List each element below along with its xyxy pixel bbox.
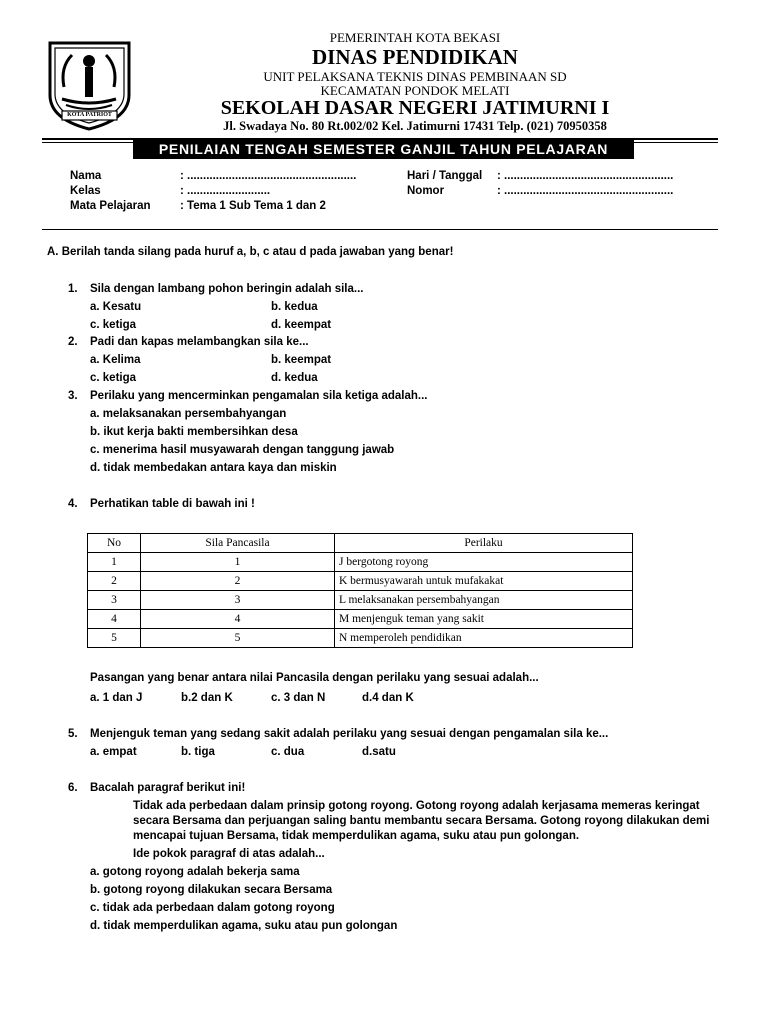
table-cell: 5 <box>141 629 335 648</box>
header-line-2: DINAS PENDIDIKAN <box>312 45 518 69</box>
nama-label: Nama <box>70 170 102 182</box>
q6-question: Ide pokok paragraf di atas adalah... <box>133 848 325 860</box>
info-divider <box>42 229 718 230</box>
hari-field[interactable]: : ..................................................... <box>497 170 674 182</box>
q1-number: 1. <box>68 283 78 295</box>
q3-text: Perilaku yang mencerminkan pengamalan sila ketiga adalah... <box>90 390 428 402</box>
q6-text: Bacalah paragraf berikut ini! <box>90 782 246 794</box>
q4-number: 4. <box>68 498 78 510</box>
q6-option-a[interactable]: a. gotong royong adalah bekerja sama <box>90 866 300 878</box>
q6-paragraph-line-1: Tidak ada perbedaan dalam prinsip gotong royong. Gotong royong adalah kerjasama memeras keringat <box>133 800 700 812</box>
q6-option-d[interactable]: d. tidak memperdulikan agama, suku atau pun golongan <box>90 920 398 932</box>
table-cell: 4 <box>141 610 335 629</box>
q5-option-b[interactable]: b. tiga <box>181 746 215 758</box>
q2-option-b[interactable]: b. keempat <box>271 354 332 366</box>
pancasila-table <box>87 533 633 648</box>
kelas-field[interactable]: : .......................... <box>180 185 271 197</box>
nama-field[interactable]: : ..................................................... <box>180 170 357 182</box>
table-cell: M menjenguk teman yang sakit <box>335 610 633 629</box>
table-header: Sila Pancasila <box>141 534 335 553</box>
q4-option-a[interactable]: a. 1 dan J <box>90 692 143 704</box>
q4-text: Perhatikan table di bawah ini ! <box>90 498 255 510</box>
section-a-instruction: A. Berilah tanda silang pada huruf a, b, c atau d pada jawaban yang benar! <box>47 246 454 258</box>
table-row <box>88 610 633 629</box>
table-cell: L melaksanakan persembahyangan <box>335 591 633 610</box>
table-cell: 3 <box>88 591 141 610</box>
table-cell: 2 <box>141 572 335 591</box>
logo-text: KOTA PATRIOT <box>67 112 112 118</box>
table-cell: J bergotong royong <box>335 553 633 572</box>
q2-number: 2. <box>68 336 78 348</box>
table-header: Perilaku <box>335 534 633 553</box>
q5-number: 5. <box>68 728 78 740</box>
table-cell: N memperoleh pendidikan <box>335 629 633 648</box>
mapel-label: Mata Pelajaran <box>70 200 151 212</box>
table-header-row <box>88 534 633 553</box>
q2-option-d[interactable]: d. kedua <box>271 372 318 384</box>
header-line-1: PEMERINTAH KOTA BEKASI <box>329 30 501 45</box>
q4-option-d[interactable]: d.4 dan K <box>362 692 414 704</box>
header-line-3: UNIT PELAKSANA TEKNIS DINAS PEMBINAAN SD <box>263 69 567 84</box>
q1-text: Sila dengan lambang pohon beringin adalah sila... <box>90 283 364 295</box>
q4-option-c[interactable]: c. 3 dan N <box>271 692 326 704</box>
city-logo <box>42 37 137 132</box>
q6-paragraph-line-2: secara Bersama dan perjuangan saling bantu membantu secara Bersama. Gotong royong dilakukan demi <box>133 815 710 827</box>
table-cell: 2 <box>88 572 141 591</box>
q5-option-a[interactable]: a. empat <box>90 746 137 758</box>
q3-option-c[interactable]: c. menerima hasil musyawarah dengan tanggung jawab <box>90 444 395 456</box>
q2-option-a[interactable]: a. Kelima <box>90 354 141 366</box>
table-header: No <box>88 534 141 553</box>
q1-option-c[interactable]: c. ketiga <box>90 319 137 331</box>
nomor-field[interactable]: : ..................................................... <box>497 185 674 197</box>
q5-option-c[interactable]: c. dua <box>271 746 305 758</box>
table-cell: 4 <box>88 610 141 629</box>
table-cell: 5 <box>88 629 141 648</box>
q6-paragraph-line-3: mencapai tujuan Bersama, tidak memperdulikan agama, suku atau pun golongan. <box>133 830 580 842</box>
table-row <box>88 572 633 591</box>
q1-option-b[interactable]: b. kedua <box>271 301 318 313</box>
q6-option-c[interactable]: c. tidak ada perbedaan dalam gotong royong <box>90 902 335 914</box>
nomor-label: Nomor <box>407 185 445 197</box>
q4-option-b[interactable]: b.2 dan K <box>181 692 233 704</box>
q1-option-a[interactable]: a. Kesatu <box>90 301 142 313</box>
q3-option-d[interactable]: d. tidak membedakan antara kaya dan miskin <box>90 462 337 474</box>
table-row <box>88 629 633 648</box>
q5-text: Menjenguk teman yang sedang sakit adalah perilaku yang sesuai dengan pengamalan sila ke... <box>90 728 609 740</box>
q1-option-d[interactable]: d. keempat <box>271 319 332 331</box>
hari-label: Hari / Tanggal <box>407 170 483 182</box>
school-name: SEKOLAH DASAR NEGERI JATIMURNI I <box>220 97 610 119</box>
q6-option-b[interactable]: b. gotong royong dilakukan secara Bersama <box>90 884 333 896</box>
table-cell: 3 <box>141 591 335 610</box>
header-line-4: KECAMATAN PONDOK MELATI <box>320 83 510 98</box>
q3-option-a[interactable]: a. melaksanakan persembahyangan <box>90 408 287 420</box>
q2-text: Padi dan kapas melambangkan sila ke... <box>90 336 309 348</box>
mapel-value: : Tema 1 Sub Tema 1 dan 2 <box>180 200 326 212</box>
q6-number: 6. <box>68 782 78 794</box>
q4-question: Pasangan yang benar antara nilai Pancasila dengan perilaku yang sesuai adalah... <box>90 672 539 684</box>
q5-option-d[interactable]: d.satu <box>362 746 396 758</box>
school-address: Jl. Swadaya No. 80 Rt.002/02 Kel. Jatimurni 17431 Telp. (021) 70950358 <box>223 119 607 133</box>
kelas-label: Kelas <box>70 185 101 197</box>
table-cell: K bermusyawarah untuk mufakakat <box>335 572 633 591</box>
q3-option-b[interactable]: b. ikut kerja bakti membersihkan desa <box>90 426 298 438</box>
exam-banner: PENILAIAN TENGAH SEMESTER GANJIL TAHUN PELAJARAN 2018/2019 <box>133 140 634 159</box>
table-row <box>88 591 633 610</box>
table-cell: 1 <box>88 553 141 572</box>
q3-number: 3. <box>68 390 78 402</box>
table-row <box>88 553 633 572</box>
table-cell: 1 <box>141 553 335 572</box>
q2-option-c[interactable]: c. ketiga <box>90 372 137 384</box>
